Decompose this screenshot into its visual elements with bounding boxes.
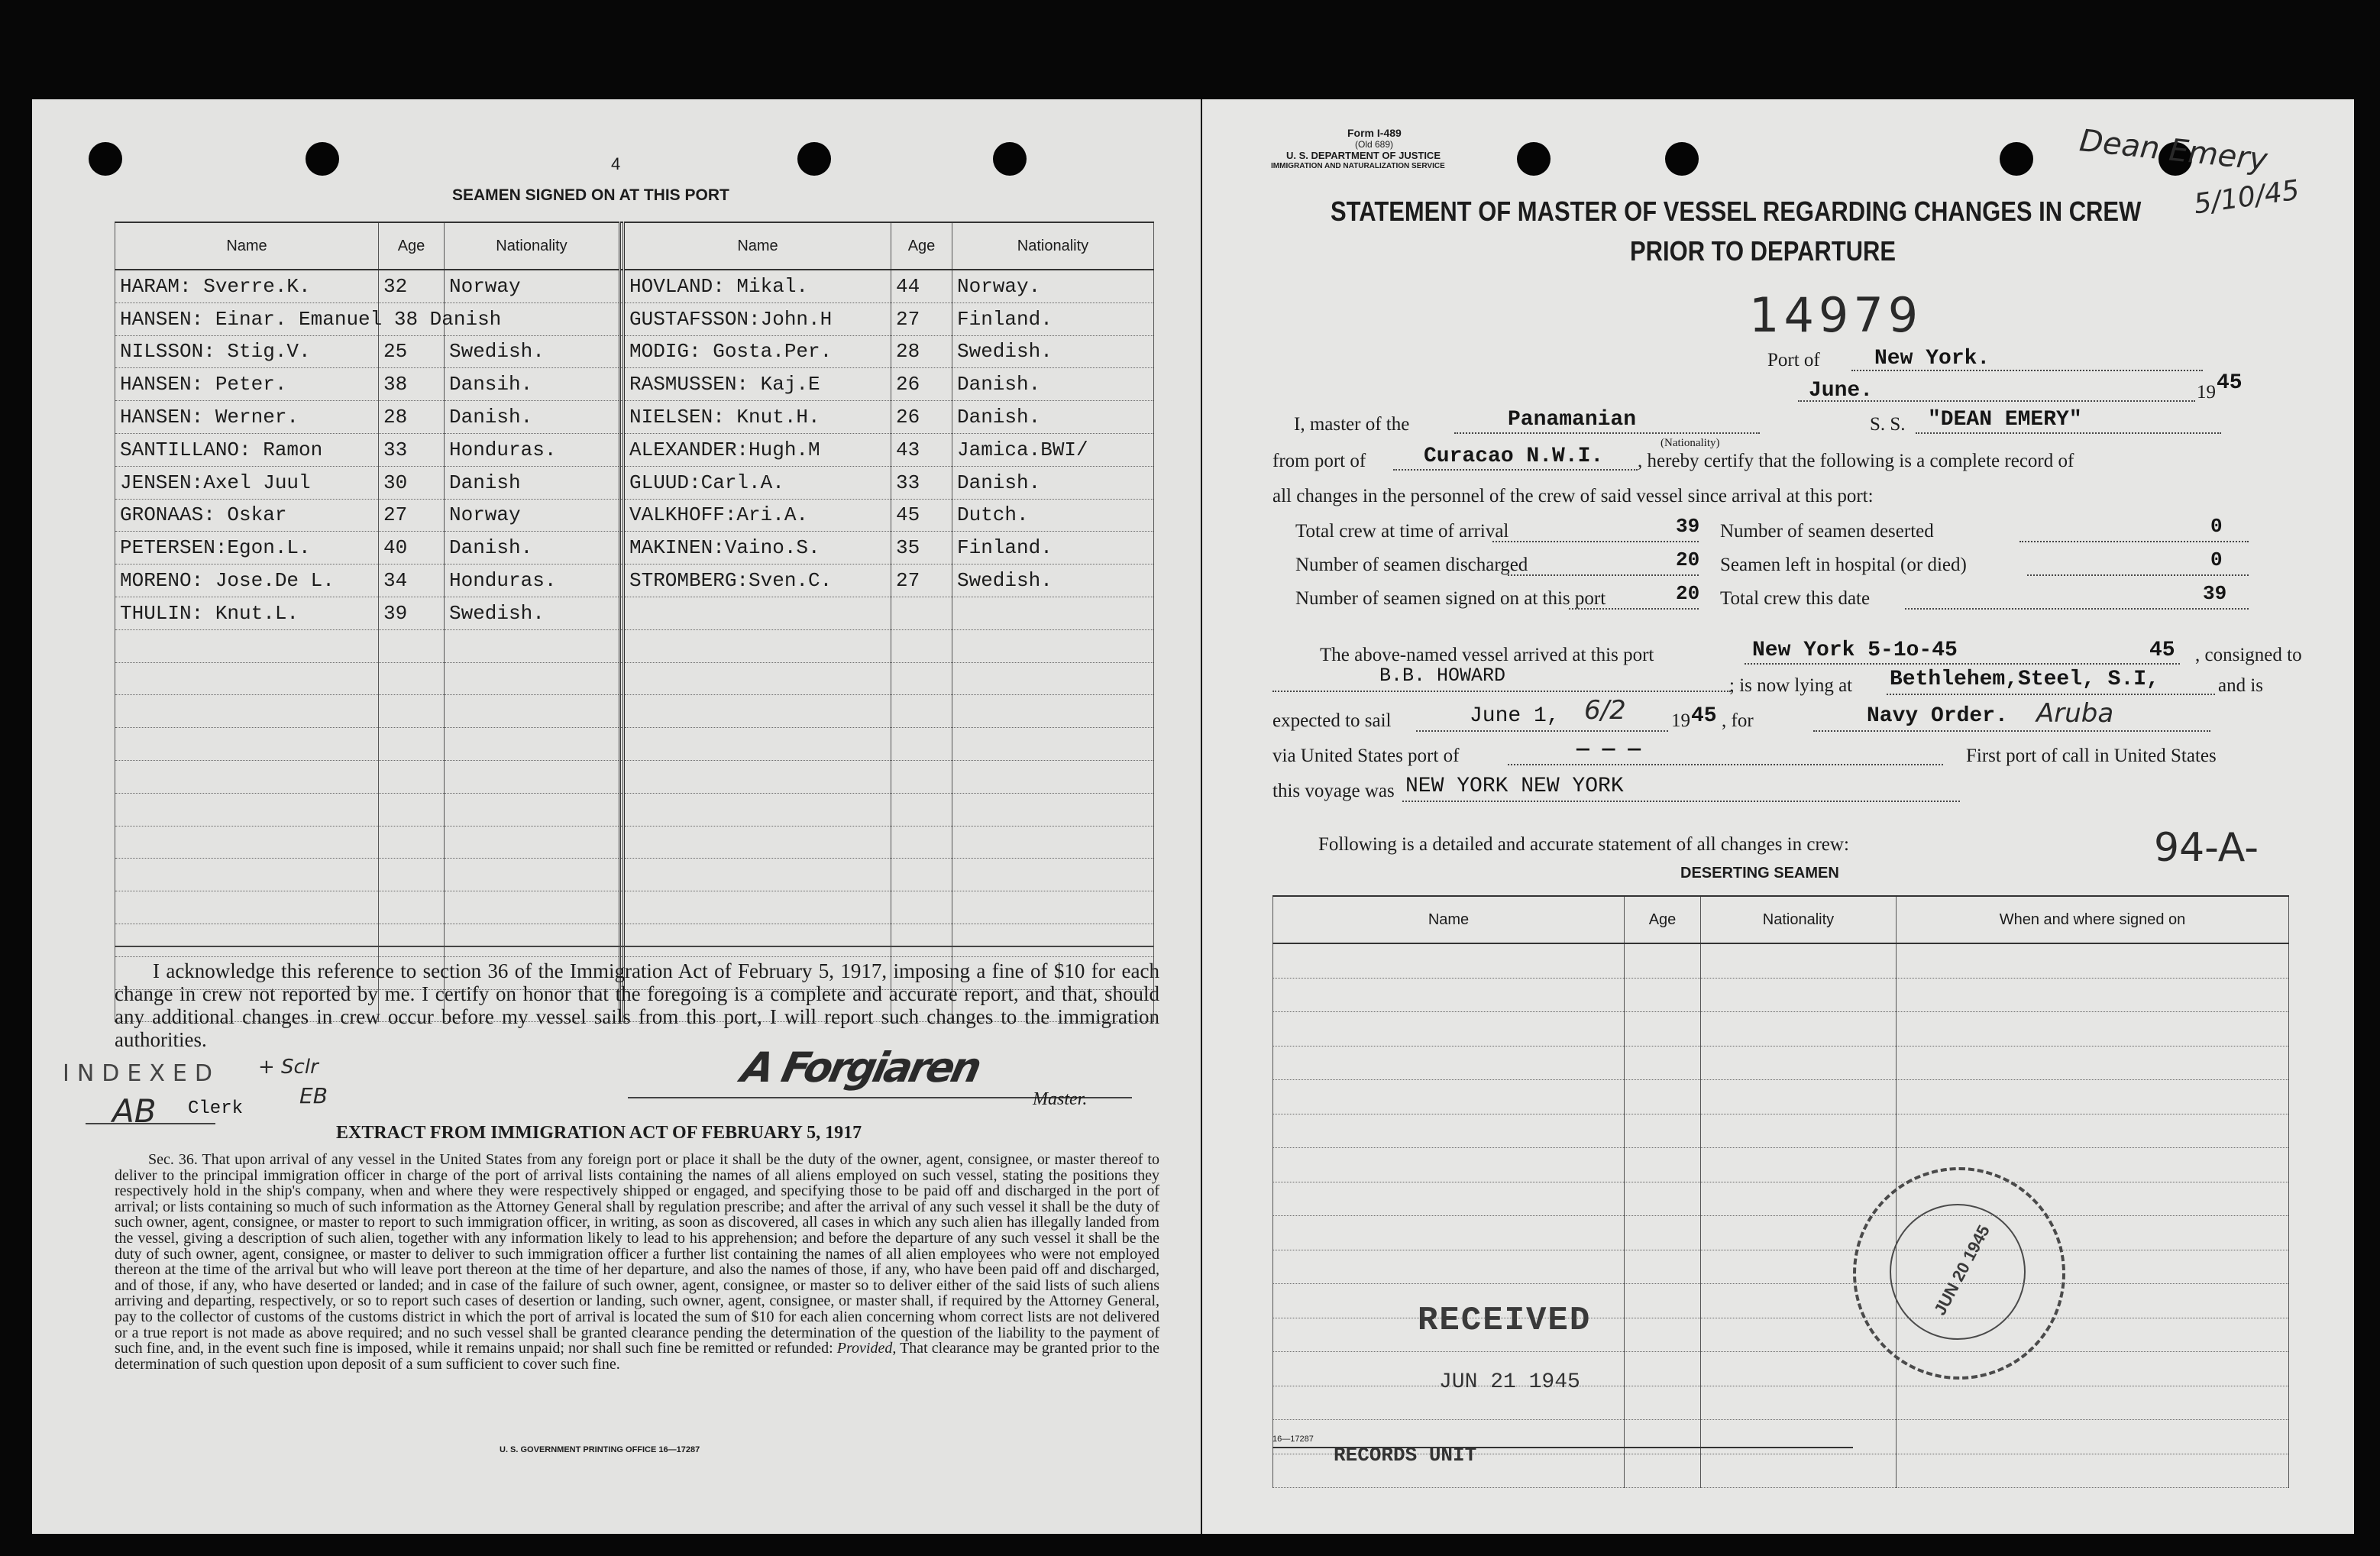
age-cell: 26 <box>891 368 952 401</box>
name-cell <box>624 826 891 859</box>
age-cell <box>891 793 952 826</box>
age-cell: 27 <box>891 302 952 335</box>
lying-value: Bethlehem,Steel, S.I, <box>1890 668 2159 691</box>
nationality-cell: Jamica.BWI/ <box>952 433 1154 466</box>
nationality-cell <box>952 728 1154 761</box>
nationality-cell <box>952 826 1154 859</box>
column-header-nationality: Nationality <box>445 222 620 270</box>
name-cell: MODIG: Gosta.Per. <box>624 335 891 368</box>
table-row <box>115 662 1154 695</box>
nationality-cell <box>445 728 620 761</box>
form-number: Form I-489 <box>1347 127 1402 139</box>
name-cell: GLUUD:Carl.A. <box>624 466 891 499</box>
form-old: (Old 689) <box>1355 139 1394 150</box>
name-cell: GUSTAFSSON:John.H <box>624 302 891 335</box>
name-cell <box>115 695 379 728</box>
arrived-value: New York 5-1o-45 <box>1752 639 1958 662</box>
column-header-signed-on: When and where signed on <box>1897 896 2289 943</box>
name-cell <box>115 859 379 891</box>
table-row <box>115 924 1154 956</box>
column-header-name: Name <box>1273 896 1625 943</box>
stat-label: Seamen left in hospital (or died) <box>1720 555 1967 575</box>
date-month: June. <box>1809 379 1874 403</box>
name-cell <box>115 662 379 695</box>
name-cell: HOVLAND: Mikal. <box>624 270 891 302</box>
name-cell: NILSSON: Stig.V. <box>115 335 379 368</box>
consigned-label: , consigned to <box>2195 645 2302 665</box>
consignee: B.B. HOWARD <box>1379 665 1506 687</box>
name-cell: GRONAAS: Oskar <box>115 499 379 532</box>
master-of-label: I, master of the <box>1294 414 1410 435</box>
nationality-cell <box>952 924 1154 956</box>
table-row <box>115 859 1154 891</box>
stat-value: 0 <box>2210 515 2223 538</box>
page-number: 4 <box>611 154 621 173</box>
table-row <box>115 597 1154 629</box>
nationality-cell: Swedish. <box>445 335 620 368</box>
name-cell <box>115 760 379 793</box>
age-cell: 33 <box>891 466 952 499</box>
table-row <box>1273 1114 2289 1148</box>
extract-text: That upon arrival of any vessel in the United States from any foreign port or place it shall be the duty of the owner, agent, consignee, or master thereof to deliver to the principal immigration officer in charge of the port of arrival lists containing the names of all aliens employed on such vessel, stating the positions they respectively hold in the ship's company, when and where they were respectively shipped or engaged, and specifying those to be paid off and discharged in the port of arrival; or lists containing so much of such information as the Attorney General shall by regulation prescribe; and after the arrival of any such vessel it shall be the duty of such owner, agent, consignee, or master to report to such immigration officer, in writing, as soon as discovered, all cases in which any such alien has illegally landed from the vessel, giving a description of such alien, together with any information likely to lead to his apprehension; and before the departure of any such vessel it shall be the duty of such owner, agent, consignee, or master to deliver to such immigration officer a further list containing the names of all alien employees who were not employed thereon at the time of the arrival but who will leave port thereon at the time of her departure, and also the names of those, if any, who have been paid off and discharged, and of those, if any, who have deserted or landed; and in case of the failure of such owner, agent, consignee, or master so to deliver either of the said lists of such aliens arriving and departing, respectively, or so to report such cases of desertion or landing, such owner, agent, consignee, or master shall, if required by the Attorney General, pay to the collector of customs of the customs district in which the port of arrival is located the sum of $10 for each alien concerning whom correct lists are not delivered or a true report is not made as above required; and no such vessel shall be granted clearance pending the determination of the question of the liability to the payment of such fine, and, in the event such fine is imposed, while it remains unpaid; nor shall such fine be remitted or refunded: <box>115 1151 1159 1357</box>
right-page: Form I-489 (Old 689) U. S. DEPARTMENT OF JUSTICE IMMIGRATION AND NATURALIZATION SERVICE Dean Emery 5/10/45 STATEMENT OF MASTER OF VESSEL REGARDING CHANGES IN CREW PRIOR TO DEPARTURE 14979 Port of New York. June. 19 45 I, master of the Panamanian S. S. "DEAN EMERY" (Nationality) from port of Curacao N.W.I. , hereby certify that the following is a complete record of all changes in the personnel of the crew of said vessel since arrival at this port: Total crew at time of arrival 39 Number of seamen discharged 20 Number of seamen signed on at this port 20 Number of seamen deserted 0 Seamen left in hospital (or died) 0 Total crew this date 39 The above-named vessel arrived at this port New York 5-1o-45 45 , consigned to B.B. HOWARD ; is now lying at Bethlehem,Steel, S.I, and is expected to sail June 1, 6/2 19 45 , for Navy Order. Aruba via United States port of — — — First port of call in United States this voyage was NEW YORK NEW YORK Following is a detailed and accurate statement of all changes in crew: 94-A- DESERTING SEAMEN Name Age Nationality When and where signed on JUN 20 1945 RECEIVED JUN 21 1945 16—17287 RECORDS UNIT <box>1202 99 2354 1534</box>
section-title: SEAMEN SIGNED ON AT THIS PORT <box>452 186 729 204</box>
nationality-cell: Swedish. <box>952 564 1154 597</box>
arrived-label: The above-named vessel arrived at this port <box>1320 645 1654 665</box>
age-cell <box>379 859 445 891</box>
name-cell: HANSEN: Werner. <box>115 401 379 434</box>
date-year: 45 <box>2217 371 2243 395</box>
ss-label: S. S. <box>1870 414 1906 435</box>
column-header-nationality: Nationality <box>952 222 1154 270</box>
name-cell <box>624 597 891 629</box>
for-value: Navy Order. <box>1867 704 2008 728</box>
nationality-cell: Dansih. <box>445 368 620 401</box>
records-unit-stamp: RECORDS UNIT <box>1334 1444 1477 1467</box>
certify-text: , hereby certify that the following is a complete record of <box>1638 451 2074 471</box>
nationality-cell: Honduras. <box>445 564 620 597</box>
age-cell <box>891 924 952 956</box>
deserting-seamen-table <box>1272 895 2289 1488</box>
table-bottom-rule <box>115 946 1153 947</box>
deserting-title: DESERTING SEAMEN <box>1680 865 1839 882</box>
nationality-cell: Finland. <box>952 532 1154 564</box>
stat-label: Number of seamen discharged <box>1295 555 1528 575</box>
from-port-value: Curacao N.W.I. <box>1424 445 1604 468</box>
column-header-nationality: Nationality <box>1701 896 1897 943</box>
form-title-line1: STATEMENT OF MASTER OF VESSEL REGARDING CHANGES IN CREW <box>1331 196 2142 227</box>
age-cell: 27 <box>891 564 952 597</box>
file-number: 14979 <box>1749 287 1923 343</box>
table-row <box>115 368 1154 401</box>
clerk-label: Clerk <box>188 1098 244 1119</box>
nationality-cell: Danish. <box>445 401 620 434</box>
stat-value: 39 <box>2203 582 2227 605</box>
nationality-cell <box>952 662 1154 695</box>
table-row <box>1273 1080 2289 1114</box>
nationality-cell <box>445 924 620 956</box>
nationality-cell <box>445 629 620 662</box>
nationality-value: Panamanian <box>1508 408 1637 432</box>
nationality-cell: Swedish. <box>445 597 620 629</box>
age-cell <box>379 629 445 662</box>
name-cell <box>115 826 379 859</box>
nationality-cell: Danish. <box>952 401 1154 434</box>
name-cell <box>624 891 891 924</box>
nationality-cell: Danish. <box>952 466 1154 499</box>
nationality-cell: Norway <box>445 270 620 302</box>
table-header-row <box>115 222 1154 270</box>
indexed-stamp: INDEXED <box>63 1060 220 1087</box>
age-cell <box>379 760 445 793</box>
table-row <box>115 629 1154 662</box>
nationality-caption: (Nationality) <box>1661 437 1720 449</box>
master-label: Master. <box>1033 1089 1088 1109</box>
age-cell <box>379 662 445 695</box>
table-row <box>115 270 1154 302</box>
nationality-cell: Danish. <box>952 368 1154 401</box>
table-row <box>115 760 1154 793</box>
age-cell <box>379 695 445 728</box>
sail-handwritten: 6/2 <box>1584 695 1626 726</box>
age-cell <box>891 826 952 859</box>
punch-hole <box>797 142 831 176</box>
age-cell <box>379 793 445 826</box>
handwritten-corner-note: Dean Emery <box>2078 123 2269 178</box>
table-row <box>115 826 1154 859</box>
table-row <box>115 401 1154 434</box>
stat-label: Number of seamen deserted <box>1720 521 1934 542</box>
table-header-row <box>1273 896 2289 943</box>
age-cell: 33 <box>379 433 445 466</box>
column-header-age: Age <box>891 222 952 270</box>
nationality-cell <box>952 859 1154 891</box>
vessel-name: "DEAN EMERY" <box>1928 408 2082 432</box>
age-cell <box>891 695 952 728</box>
name-cell: HANSEN: Peter. <box>115 368 379 401</box>
name-cell: STROMBERG:Sven.C. <box>624 564 891 597</box>
name-cell <box>624 760 891 793</box>
nationality-cell: Dutch. <box>952 499 1154 532</box>
nationality-cell: Honduras. <box>445 433 620 466</box>
nationality-cell <box>952 793 1154 826</box>
age-cell: 30 <box>379 466 445 499</box>
age-cell <box>379 891 445 924</box>
age-cell: 28 <box>379 401 445 434</box>
age-cell: 26 <box>891 401 952 434</box>
punch-hole <box>306 142 339 176</box>
column-header-name: Name <box>115 222 379 270</box>
age-cell: 45 <box>891 499 952 532</box>
for-label: , for <box>1722 710 1754 731</box>
printing-office: U. S. GOVERNMENT PRINTING OFFICE 16—17287 <box>500 1445 700 1454</box>
table-row <box>1273 1386 2289 1420</box>
age-cell: 25 <box>379 335 445 368</box>
nationality-cell: Danish <box>445 466 620 499</box>
table-row <box>115 793 1154 826</box>
service: IMMIGRATION AND NATURALIZATION SERVICE <box>1271 162 1445 170</box>
for-handwritten: Aruba <box>2036 698 2114 729</box>
nationality-cell <box>445 695 620 728</box>
port-label: Port of <box>1767 350 1820 370</box>
name-cell <box>624 793 891 826</box>
column-header-age: Age <box>379 222 445 270</box>
stat-label: Number of seamen signed on at this port <box>1295 588 1606 609</box>
age-cell: 28 <box>891 335 952 368</box>
port-value: New York. <box>1874 347 1990 370</box>
table-row <box>115 564 1154 597</box>
nationality-cell <box>445 662 620 695</box>
name-cell: RASMUSSEN: Kaj.E <box>624 368 891 401</box>
nationality-cell <box>445 760 620 793</box>
extract-title: EXTRACT FROM IMMIGRATION ACT OF FEBRUARY 5, 1917 <box>336 1123 862 1143</box>
name-cell: VALKHOFF:Ari.A. <box>624 499 891 532</box>
age-cell: 40 <box>379 532 445 564</box>
age-cell: 35 <box>891 532 952 564</box>
nationality-cell <box>952 891 1154 924</box>
form-code: 16—17287 <box>1272 1435 1314 1444</box>
extract-provided: Provided, <box>836 1340 897 1357</box>
name-cell <box>624 859 891 891</box>
table-row <box>1273 1352 2289 1386</box>
punch-hole <box>2000 142 2033 176</box>
nationality-cell <box>952 597 1154 629</box>
sail-year: 45 <box>1691 704 1717 728</box>
form-title-line2: PRIOR TO DEPARTURE <box>1630 235 1897 267</box>
nationality-cell: Norway. <box>952 270 1154 302</box>
table-row <box>1273 1250 2289 1284</box>
lying-label: ; is now lying at <box>1729 675 1853 696</box>
nationality-cell <box>445 826 620 859</box>
name-cell: ALEXANDER:Hugh.M <box>624 433 891 466</box>
name-cell: HARAM: Sverre.K. <box>115 270 379 302</box>
age-cell <box>891 629 952 662</box>
nationality-cell <box>952 695 1154 728</box>
nationality-cell <box>952 760 1154 793</box>
handwritten-initials: EB <box>299 1083 328 1108</box>
name-cell: MORENO: Jose.De L. <box>115 564 379 597</box>
punch-hole <box>1517 142 1551 176</box>
sail-label: expected to sail <box>1272 710 1392 731</box>
table-row <box>1273 1046 2289 1080</box>
name-cell <box>115 629 379 662</box>
nationality-cell: Finland. <box>952 302 1154 335</box>
name-cell <box>624 695 891 728</box>
table-row <box>115 499 1154 532</box>
age-cell: 32 <box>379 270 445 302</box>
nationality-cell <box>445 793 620 826</box>
extract-tail: That clearance may be granted prior to the determination of such question upon deposit of a sum sufficient to cover such fine. <box>115 1340 1160 1373</box>
round-stamp-date: JUN 20 1945 <box>1929 1221 1994 1318</box>
seamen-signed-on-table <box>115 222 1154 1022</box>
name-cell: THULIN: Knut.L. <box>115 597 379 629</box>
table-row <box>115 433 1154 466</box>
name-cell: NIELSEN: Knut.H. <box>624 401 891 434</box>
table-row <box>115 466 1154 499</box>
left-page <box>32 99 1201 1534</box>
name-cell <box>624 924 891 956</box>
age-cell <box>891 597 952 629</box>
table-row <box>1273 1182 2289 1216</box>
department: U. S. DEPARTMENT OF JUSTICE <box>1286 150 1441 161</box>
nationality-cell: Norway <box>445 499 620 532</box>
name-cell: JENSEN:Axel Juul <box>115 466 379 499</box>
table-row <box>115 695 1154 728</box>
table-row <box>1273 978 2289 1012</box>
age-cell: 27 <box>379 499 445 532</box>
name-cell <box>115 793 379 826</box>
received-stamp: RECEIVED <box>1418 1302 1592 1340</box>
table-row <box>1273 1216 2289 1250</box>
extract-body <box>115 1152 1159 1372</box>
voyage-value: NEW YORK NEW YORK <box>1405 775 1624 798</box>
name-cell <box>115 728 379 761</box>
name-cell <box>624 662 891 695</box>
from-port-label: from port of <box>1272 451 1366 471</box>
consigned-year: 45 <box>2149 639 2175 662</box>
stat-value: 0 <box>2210 548 2223 571</box>
table-row <box>1273 1148 2289 1182</box>
handwritten-code: 94-A- <box>2154 825 2259 871</box>
via-value: — — — <box>1576 738 1641 762</box>
stat-label: Total crew at time of arrival <box>1295 521 1509 542</box>
table-row <box>115 891 1154 924</box>
table-row <box>115 728 1154 761</box>
age-cell: 39 <box>379 597 445 629</box>
handwritten-date: 5/10/45 <box>2191 174 2301 221</box>
age-cell <box>891 662 952 695</box>
date-year-prefix: 19 <box>2197 382 2216 403</box>
stat-value: 20 <box>1676 548 1700 571</box>
clerk-line <box>86 1123 215 1124</box>
name-cell: MAKINEN:Vaino.S. <box>624 532 891 564</box>
master-signature: A Forgiaren <box>737 1043 984 1092</box>
handwritten-note: + Sclr <box>258 1056 319 1079</box>
age-cell <box>891 891 952 924</box>
acknowledgement-text: I acknowledge this reference to section 36 of the Immigration Act of February 5, 1917, imposing a fine of $10 for each change in crew not reported by me. I certify on honor that the foregoing is a complete and accurate report, and that, should any additional changes in crew occur before my vessel sails from this port, I will report such changes to the immigration authorities. <box>115 959 1159 1051</box>
table-row <box>1273 1012 2289 1046</box>
stat-value: 39 <box>1676 515 1700 538</box>
age-cell: 34 <box>379 564 445 597</box>
name-cell: SANTILLANO: Ramon <box>115 433 379 466</box>
age-cell <box>891 728 952 761</box>
name-cell <box>115 891 379 924</box>
name-cell <box>115 924 379 956</box>
table-row <box>115 532 1154 564</box>
age-cell <box>891 859 952 891</box>
clerk-initials: AB <box>112 1092 157 1130</box>
column-header-name: Name <box>624 222 891 270</box>
age-cell <box>379 728 445 761</box>
age-cell <box>379 924 445 956</box>
age-cell <box>891 760 952 793</box>
and-is: and is <box>2218 675 2264 696</box>
age-cell: 44 <box>891 270 952 302</box>
first-port-label: First port of call in United States <box>1966 746 2217 766</box>
table-row <box>115 335 1154 368</box>
name-cell: PETERSEN:Egon.L. <box>115 532 379 564</box>
stat-label: Total crew this date <box>1720 588 1871 609</box>
stat-value: 20 <box>1676 582 1700 605</box>
punch-hole <box>1665 142 1699 176</box>
name-cell <box>624 728 891 761</box>
received-date: JUN 21 1945 <box>1439 1370 1580 1394</box>
column-header-age: Age <box>1625 896 1701 943</box>
age-cell: 43 <box>891 433 952 466</box>
punch-hole <box>89 142 122 176</box>
extract-sec: Sec. 36. <box>148 1151 198 1168</box>
nationality-cell <box>952 629 1154 662</box>
age-cell: 38 <box>379 368 445 401</box>
name-cell <box>624 629 891 662</box>
table-row <box>115 302 1154 335</box>
nationality-cell: Danish. <box>445 532 620 564</box>
sail-value: June 1, <box>1470 704 1560 728</box>
nationality-cell: Swedish. <box>952 335 1154 368</box>
name-cell: HANSEN: Einar. Emanuel 38 Danish <box>115 302 379 335</box>
following-text: Following is a detailed and accurate statement of all changes in crew: <box>1318 834 1849 855</box>
table-row <box>1273 943 2289 978</box>
via-label: via United States port of <box>1272 746 1460 766</box>
voyage-label: this voyage was <box>1272 781 1395 801</box>
nationality-cell <box>445 891 620 924</box>
changes-text: all changes in the personnel of the crew of said vessel since arrival at this port: <box>1272 486 1874 506</box>
punch-hole <box>993 142 1027 176</box>
nationality-cell <box>445 859 620 891</box>
age-cell <box>379 826 445 859</box>
